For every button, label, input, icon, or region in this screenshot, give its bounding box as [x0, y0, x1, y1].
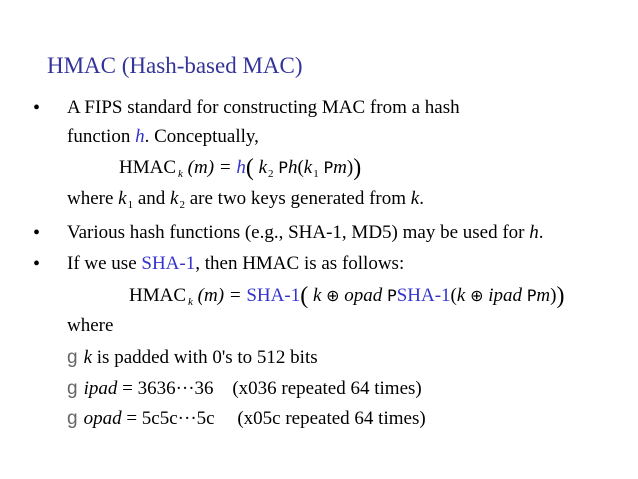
sub-item-1-var: k — [83, 347, 93, 368]
formula-2-xor: ⊕ — [326, 286, 340, 305]
bullet-1-line-2 — [67, 126, 259, 148]
where-keys-prefix: where — [67, 188, 119, 209]
formula-1-inner-h: h — [287, 157, 298, 178]
sub-item-marker: g — [67, 378, 78, 399]
where-keys-k1: k — [118, 188, 127, 209]
formula-1-k2-sub: 2 — [268, 168, 274, 180]
formula-1-concat: P — [278, 158, 288, 177]
formula-2-xor-2: ⊕ — [470, 286, 484, 305]
sub-item-3-note: (x05c repeated 64 times) — [237, 408, 426, 429]
formula-2-open-paren: ( — [300, 283, 309, 309]
formula-1-concat-2: P — [323, 158, 334, 177]
formula-1-sub-k: k — [178, 168, 183, 180]
formula-1-lhs: (m) = — [187, 157, 237, 178]
where-keys-k2: k — [170, 188, 179, 209]
formula-1-k1-sub: 1 — [313, 168, 319, 180]
bullet-marker: • — [33, 253, 41, 275]
bullet-3-text-suffix: , then HMAC is as follows: — [195, 253, 405, 274]
sub-item-2 — [67, 378, 422, 400]
bullet-2-text-prefix: Various hash functions (e.g., SHA-1, MD5) may be used for — [67, 222, 530, 243]
bullet-1-text-prefix: function — [67, 126, 136, 147]
formula-2-concat: P — [387, 286, 397, 305]
bullet-marker: • — [33, 222, 41, 244]
bullet-1-text: A FIPS standard for constructing MAC from a hash — [67, 97, 460, 118]
formula-2-k: k — [312, 285, 322, 306]
formula-2-opad: opad — [344, 285, 383, 306]
formula-hmac-sha1: HMAC $_k$ (m) = SHA-1( k ⊕ opad PSHA-1(k ⊕ ipad Pm)) — [129, 283, 565, 309]
sub-item-2-var: ipad — [83, 378, 118, 399]
bullet-2-line — [67, 222, 544, 244]
bullet-1-line-1 — [67, 97, 460, 119]
where-keys-k: k — [410, 188, 420, 209]
sub-item-3-var: opad — [83, 408, 122, 429]
formula-2-sha1-outer: SHA-1 — [246, 285, 301, 306]
bullet-2-var-h: h — [529, 222, 539, 243]
formula-1-k2: k — [258, 157, 268, 178]
bullet-1-var-h: h — [135, 126, 145, 147]
sub-item-marker: g — [67, 408, 78, 429]
where-keys-k2-sub: 2 — [179, 199, 185, 211]
formula-1-h: h — [236, 157, 246, 178]
sub-item-3 — [67, 408, 426, 430]
formula-hmac-conceptual: HMAC $_k$ (m) = h( $k_2$ $Ph(k_1$ Pm)) — [119, 155, 362, 181]
formula-1-k1: k — [303, 157, 313, 178]
sub-item-1-text: is padded with 0's to 512 bits — [92, 347, 318, 368]
where-keys-middle: are two keys generated from — [184, 188, 411, 209]
where-keys-k1-sub: 1 — [127, 199, 134, 211]
sub-item-3-eq: = 5c5c···5c — [121, 408, 215, 429]
bullet-marker: • — [33, 97, 41, 119]
bullet-3-line — [67, 253, 404, 275]
bullet-2-text-suffix: . — [538, 222, 544, 243]
formula-2-concat-2: P — [526, 286, 537, 305]
sub-item-1 — [67, 347, 318, 369]
formula-2-m: m — [536, 285, 551, 306]
formula-2-k-inner: k — [456, 285, 466, 306]
formula-2-close-paren: ) — [556, 283, 565, 309]
bullet-3-highlight-sha1: SHA-1 — [141, 253, 196, 274]
formula-1-close-paren: ) — [353, 155, 362, 181]
where-label: where — [67, 315, 114, 336]
sub-item-2-eq: = 3636···36 — [117, 378, 214, 399]
formula-2-name: HMAC — [129, 285, 187, 306]
slide-title: HMAC (Hash-based MAC) — [47, 53, 303, 78]
where-keys-line — [67, 188, 424, 216]
where-keys-end: . — [419, 188, 424, 209]
formula-2-sub-k: k — [188, 296, 193, 308]
sub-item-2-note: (x036 repeated 64 times) — [232, 378, 422, 399]
formula-1-name: HMAC — [119, 157, 177, 178]
formula-1-m: m — [333, 157, 347, 178]
bullet-3-text-prefix: If we use — [67, 253, 142, 274]
formula-2-lhs: (m) = — [197, 285, 247, 306]
sub-item-marker: g — [67, 347, 78, 368]
formula-2-sha1-inner: SHA-1 — [396, 285, 451, 306]
formula-1-open-paren: ( — [245, 155, 254, 181]
where-keys-and: and — [133, 188, 171, 209]
bullet-1-text-suffix: . Conceptually, — [144, 126, 259, 147]
formula-2-ipad: ipad — [488, 285, 522, 306]
